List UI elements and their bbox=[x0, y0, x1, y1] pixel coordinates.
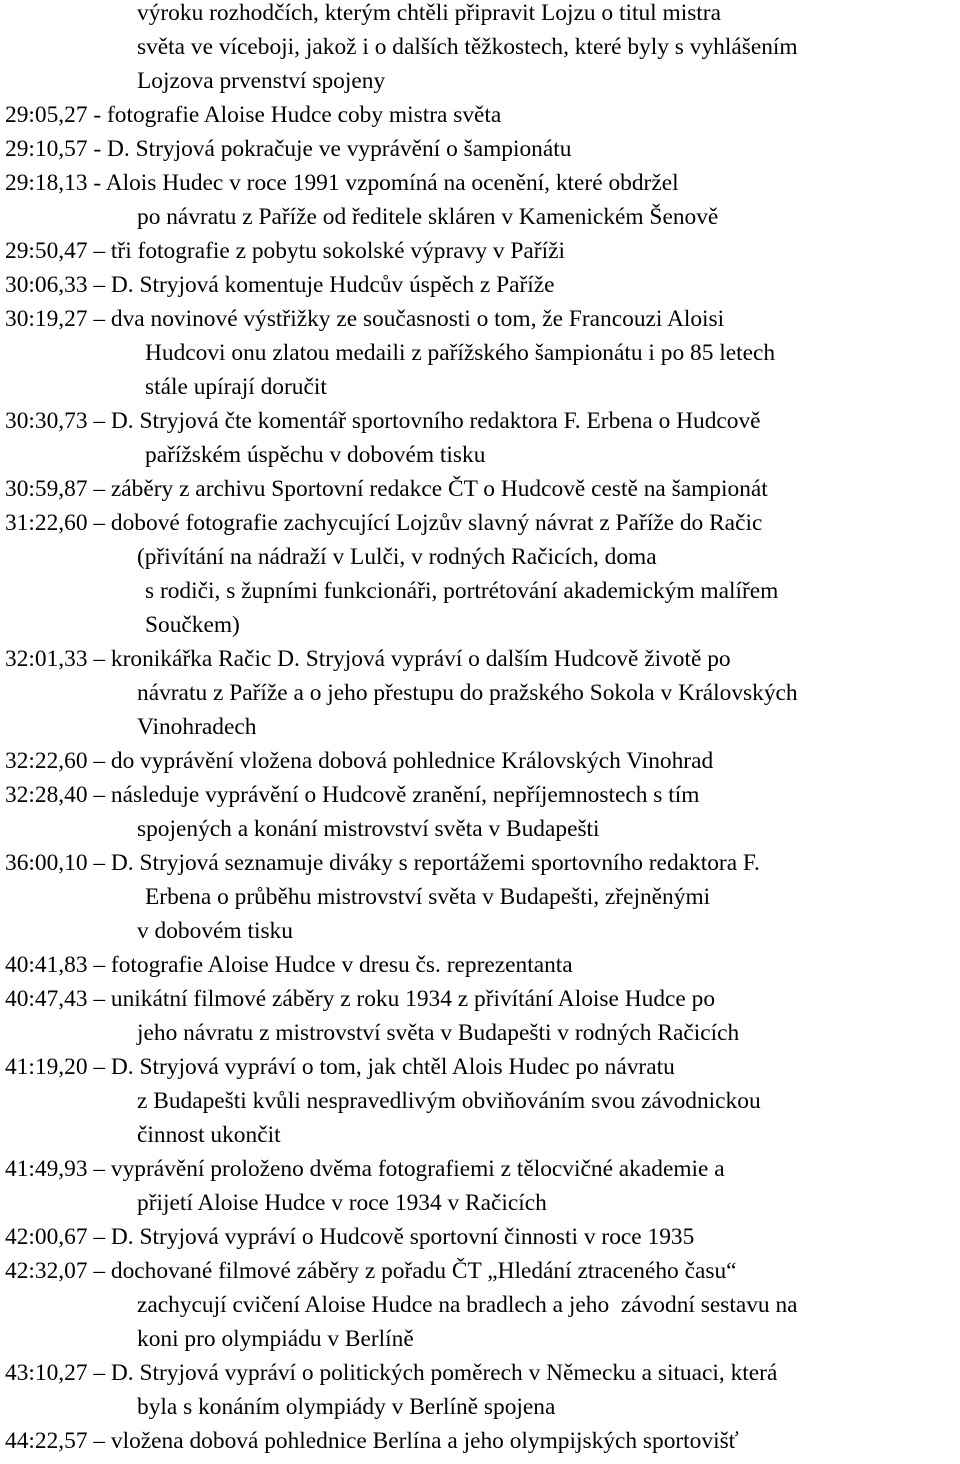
text-line: 40:47,43 – unikátní filmové záběry z roku 1934 z přivítání Aloise Hudce po bbox=[5, 986, 716, 1012]
text-line: koni pro olympiádu v Berlíně bbox=[137, 1326, 414, 1352]
text-line: výroku rozhodčích, kterým chtěli připravit Lojzu o titul mistra bbox=[137, 0, 721, 26]
text-line: v dobovém tisku bbox=[137, 918, 293, 944]
text-line: 41:49,93 – vyprávění proloženo dvěma fotografiemi z tělocvičné akademie a bbox=[5, 1156, 725, 1182]
text-line: Erbena o průběhu mistrovství světa v Budapešti, zřejněnými bbox=[145, 884, 711, 910]
text-line: činnost ukončit bbox=[137, 1122, 281, 1148]
text-line: 44:22,57 – vložena dobová pohlednice Berlína a jeho olympijských sportovišť bbox=[5, 1428, 739, 1454]
text-line: přijetí Aloise Hudce v roce 1934 v Račicích bbox=[137, 1190, 547, 1216]
text-line: 41:19,20 – D. Stryjová vypráví o tom, jak chtěl Alois Hudec po návratu bbox=[5, 1054, 675, 1080]
text-line: 29:10,57 - D. Stryjová pokračuje ve vyprávění o šampionátu bbox=[5, 136, 572, 162]
text-line: 30:59,87 – záběry z archivu Sportovní redakce ČT o Hudcově cestě na šampionát bbox=[5, 476, 768, 502]
text-line: 32:28,40 – následuje vyprávění o Hudcově zranění, nepříjemnostech s tím bbox=[5, 782, 700, 808]
text-line: s rodiči, s župními funkcionáři, portrétování akademickým malířem bbox=[145, 578, 779, 604]
text-line: 30:30,73 – D. Stryjová čte komentář sportovního redaktora F. Erbena o Hudcově bbox=[5, 408, 761, 434]
text-line: světa ve víceboji, jakož i o dalších těžkostech, které byly s vyhlášením bbox=[137, 34, 798, 60]
text-line: jeho návratu z mistrovství světa v Budapešti v rodných Račicích bbox=[137, 1020, 740, 1046]
text-line: 43:10,27 – D. Stryjová vypráví o politických poměrech v Německu a situaci, která bbox=[5, 1360, 778, 1386]
text-line: Součkem) bbox=[145, 612, 240, 638]
text-line: pařížském úspěchu v dobovém tisku bbox=[145, 442, 486, 468]
text-line: stále upírají doručit bbox=[145, 374, 327, 400]
text-line: 32:01,33 – kronikářka Račic D. Stryjová vypráví o dalším Hudcově životě po bbox=[5, 646, 731, 672]
text-line: 32:22,60 – do vyprávění vložena dobová pohlednice Královských Vinohrad bbox=[5, 748, 714, 774]
text-line: 29:50,47 – tři fotografie z pobytu sokolské výpravy v Paříži bbox=[5, 238, 565, 264]
text-line: 42:00,67 – D. Stryjová vypráví o Hudcově sportovní činnosti v roce 1935 bbox=[5, 1224, 695, 1250]
text-line: (přivítání na nádraží v Lulči, v rodných Račicích, doma bbox=[137, 544, 657, 570]
text-line: 31:22,60 – dobové fotografie zachycující Lojzův slavný návrat z Paříže do Račic bbox=[5, 510, 763, 536]
text-line: 29:18,13 - Alois Hudec v roce 1991 vzpomíná na ocenění, které obdržel bbox=[5, 170, 679, 196]
text-line: po návratu z Paříže od ředitele skláren v Kamenickém Šenově bbox=[137, 204, 719, 230]
text-line: Lojzova prvenství spojeny bbox=[137, 68, 386, 94]
text-line: 30:19,27 – dva novinové výstřižky ze současnosti o tom, že Francouzi Aloisi bbox=[5, 306, 725, 332]
text-line: byla s konáním olympiády v Berlíně spojena bbox=[137, 1394, 556, 1420]
text-line: Vinohradech bbox=[137, 714, 257, 740]
text-line: Hudcovi onu zlatou medaili z pařížského šampionátu i po 85 letech bbox=[145, 340, 776, 366]
text-line: 36:00,10 – D. Stryjová seznamuje diváky s reportážemi sportovního redaktora F. bbox=[5, 850, 760, 876]
text-line: 40:41,83 – fotografie Aloise Hudce v dresu čs. reprezentanta bbox=[5, 952, 573, 978]
text-line: 29:05,27 - fotografie Aloise Hudce coby mistra světa bbox=[5, 102, 502, 128]
text-line: návratu z Paříže a o jeho přestupu do pražského Sokola v Královských bbox=[137, 680, 798, 706]
text-line: zachycují cvičení Aloise Hudce na bradlech a jeho závodní sestavu na bbox=[137, 1292, 798, 1318]
text-line: 42:32,07 – dochované filmové záběry z pořadu ČT „Hledání ztraceného času“ bbox=[5, 1258, 737, 1284]
text-line: 30:06,33 – D. Stryjová komentuje Hudcův úspěch z Paříže bbox=[5, 272, 555, 298]
text-line: spojených a konání mistrovství světa v Budapešti bbox=[137, 816, 600, 842]
text-line: z Budapešti kvůli nespravedlivým obviňováním svou závodnickou bbox=[137, 1088, 761, 1114]
